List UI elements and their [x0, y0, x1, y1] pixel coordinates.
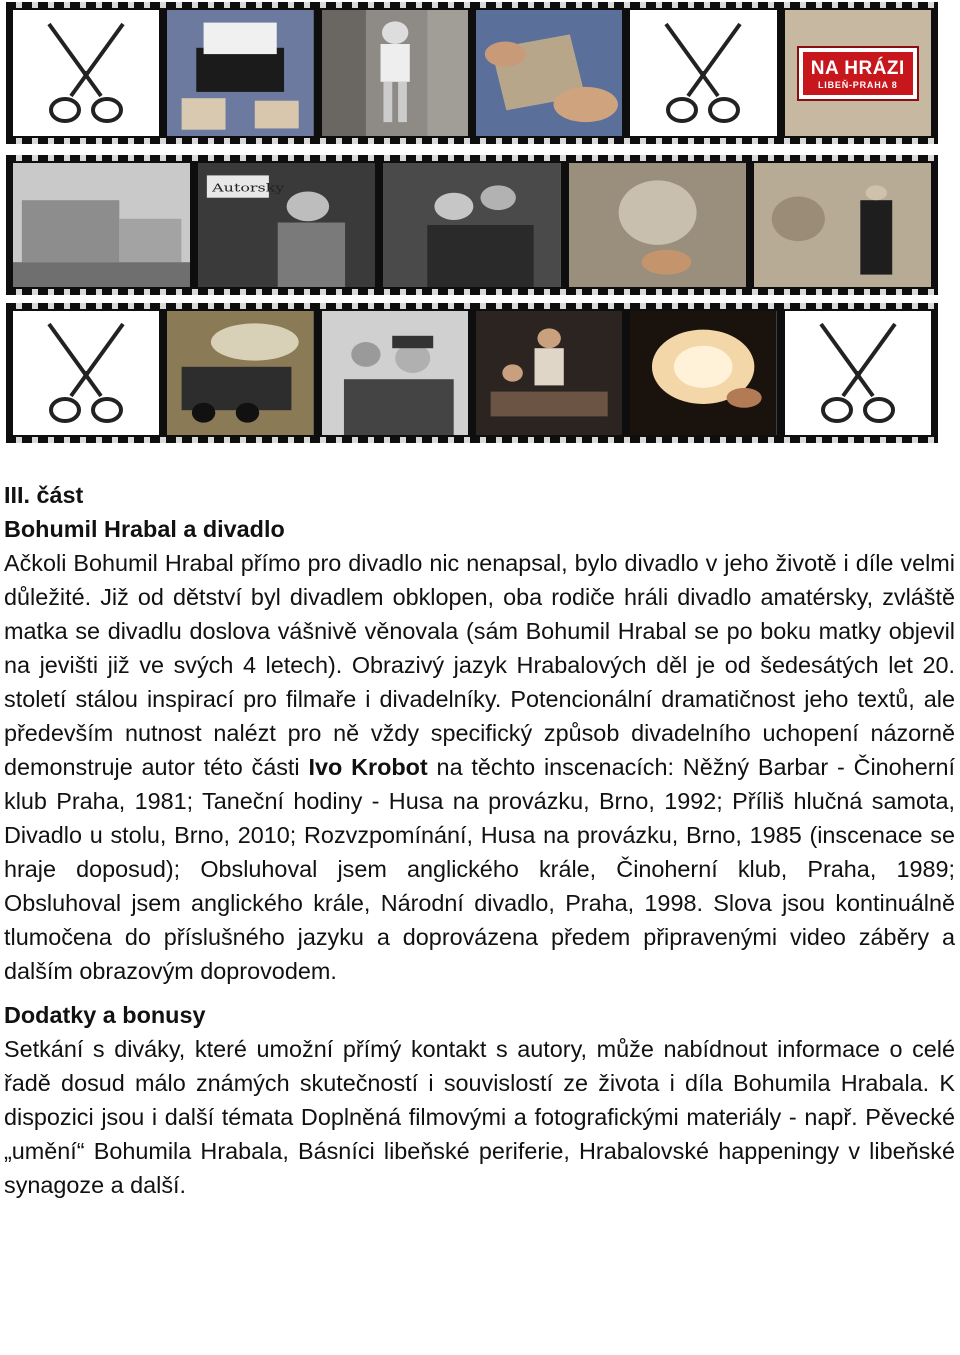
photo-glowing-orb	[630, 311, 776, 435]
film-strip-middle	[6, 155, 938, 295]
street-sign	[799, 48, 917, 99]
photo-hrabal-doorway	[198, 163, 375, 287]
scissors-icon	[41, 18, 131, 128]
section-paragraph	[4, 546, 955, 988]
scissors-frame	[630, 10, 776, 136]
photo-street-sign	[785, 10, 931, 136]
document-body	[4, 478, 955, 1202]
photo-steam-train	[167, 311, 313, 435]
photo-street-houses	[13, 163, 190, 287]
street-sign-name: NA HRÁZI	[810, 57, 905, 79]
street-sign-district: LIBEŇ-PRAHA 8	[818, 79, 898, 90]
scissors-frame	[13, 311, 159, 435]
section-title: Bohumil Hrabal a divadlo	[4, 516, 285, 542]
photo-stage-scene	[476, 311, 622, 435]
photo-soldiers	[322, 311, 468, 435]
bonus-paragraph: Setkání s diváky, které umožní přímý kontakt s autory, může nabídnout informace o celé řadě dosud málo známých skutečností i souvislostí ze života i díla Bohumila Hrabala. K dispozici jsou i další témata Doplněná filmovými a fotografickými materiály - např. Pěvecké „umění“ Bohumila Hrabala, Básníci libeňské periferie, Hrabalovské happeningy v libeňské synagoze a další.	[4, 1036, 955, 1198]
author-name: Ivo Krobot	[308, 754, 428, 780]
photo-two-men	[383, 163, 560, 287]
scissors-icon	[658, 18, 748, 128]
part-label: III. část	[4, 482, 84, 508]
photo-man-wall	[754, 163, 931, 287]
scissors-icon	[813, 318, 903, 428]
scissors-icon	[41, 318, 131, 428]
photo-child	[322, 10, 468, 136]
photo-wall-portrait	[569, 163, 746, 287]
scissors-frame	[13, 10, 159, 136]
scissors-frame	[785, 311, 931, 435]
house-plaque-text: Autorsky	[212, 181, 285, 195]
paragraph-text: Ačkoli Bohumil Hrabal přímo pro divadlo nic nenapsal, bylo divadlo v jeho životě i díle velmi důležité. Již od dětství byl divadlem obklopen, oba rodiče hráli divadlo amatérsky, zvláště matka se divadlu doslova vášnivě věnovala (sám Bohumil Hrabal se po boku matky objevil na jevišti již ve svých 4 letech). Obrazivý jazyk Hrabalových děl je od šedesátých let 20. století stálou inspirací pro filmaře i divadelníky. Potencionální dramatičnost jeho textů, ale především nutnost nalézt pro ně vždy specifický způsob divadelního uchopení názorně demonstruje autor této části	[4, 550, 955, 780]
bonus-section-title: Dodatky a bonusy	[4, 1002, 206, 1028]
paragraph-text-continued: na těchto inscenacích: Něžný Barbar - Činoherní klub Praha, 1981; Taneční hodiny - Husa na provázku, Brno, 1992; Příliš hlučná samota, Divadlo u stolu, Brno, 2010; Rozvzpomínání, Husa na provázku, Brno, 1985 (inscenace se hraje doposud); Obsluhoval jsem anglického krále, Činoherní klub, Praha, 1989; Obsluhoval jsem anglického krále, Národní divadlo, Praha, 1998. Slova jsou kontinuálně tlumočena do příslušného jazyku a doprovázena předem připravenými video záběry a dalším obrazovým doprovodem.	[4, 754, 955, 984]
film-strip-top	[6, 2, 938, 144]
photo-typewriter	[167, 10, 313, 136]
photo-hands-document	[476, 10, 622, 136]
film-strip-bottom	[6, 303, 938, 443]
